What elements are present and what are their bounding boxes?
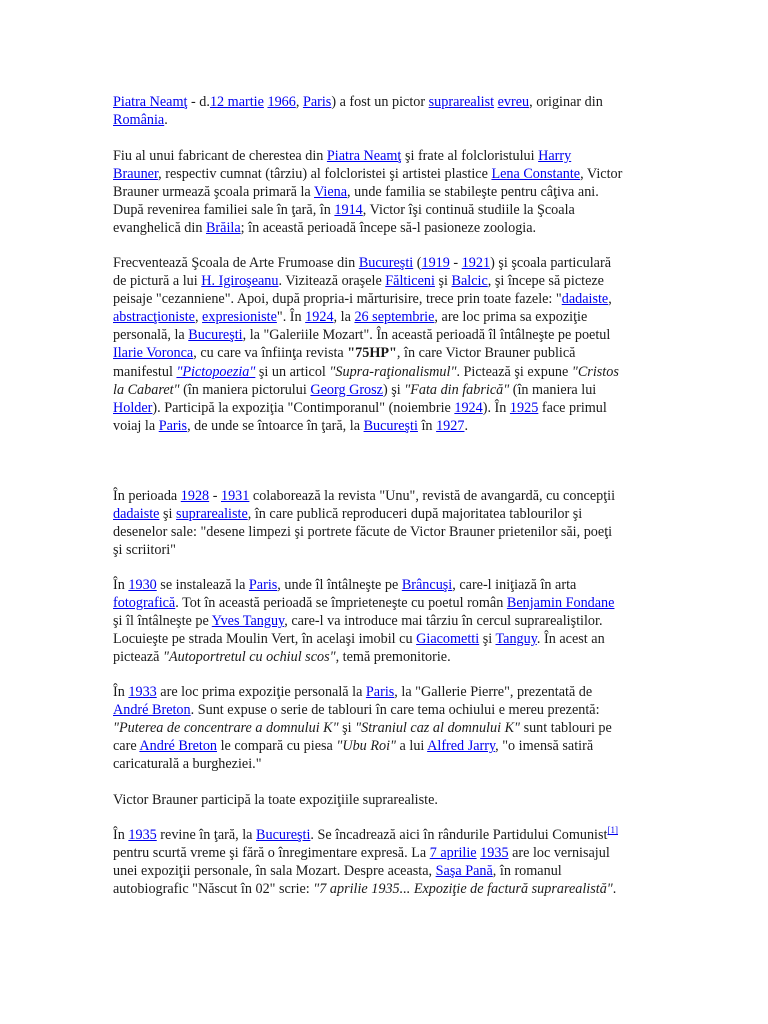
wiki-link[interactable]: Paris	[248, 577, 278, 593]
text-run: După revenirea familiei sale în ţară, în	[113, 202, 335, 219]
text-line	[113, 862, 633, 880]
wiki-link[interactable]: Tanguy	[495, 631, 537, 648]
text-run: .	[164, 112, 168, 129]
wiki-link[interactable]: Saşa Pană	[435, 863, 493, 880]
wiki-link[interactable]: 1966	[267, 94, 296, 110]
text-run: ). Participă la expoziţia "Contimporanul" (noiembrie	[152, 399, 455, 416]
text-run: -	[209, 488, 221, 504]
paragraph-bucharest-years	[113, 254, 633, 435]
text-run: are loc vernisajul	[508, 845, 610, 862]
text-run: Locuieşte pe strada Moulin Vert, în acelaşi imobil cu	[113, 631, 417, 648]
text-run: , Victor îşi continuă studiile la Şcoala	[362, 202, 575, 219]
text-run: Victor Brauner participă la toate expoziţiile suprarealiste.	[113, 792, 438, 808]
wiki-link[interactable]: 1931	[220, 488, 250, 504]
text-line	[113, 272, 633, 290]
wiki-link[interactable]: Bucureşti	[363, 417, 418, 434]
wiki-link[interactable]: Ilarie Voronca	[113, 345, 194, 362]
text-run: şi	[159, 506, 177, 523]
text-line	[113, 326, 633, 344]
wiki-link[interactable]: Bucureşti	[188, 327, 243, 344]
italic-text: "Puterea de concentrare a domnului K"	[113, 720, 339, 737]
wiki-link[interactable]: dadaiste	[561, 291, 609, 308]
text-line	[113, 648, 633, 666]
wiki-link[interactable]: André Breton	[113, 702, 191, 719]
wiki-link[interactable]: 1935	[128, 827, 157, 843]
wiki-link[interactable]: 26 septembrie	[354, 309, 435, 326]
wiki-link[interactable]: suprarealiste	[176, 506, 248, 523]
text-run: , la "Galeriile Mozart". În această perioadă îl întâlneşte pe poetul	[242, 327, 611, 344]
text-run: - d.	[187, 94, 210, 110]
text-run: în	[417, 417, 437, 434]
text-run: unei expoziţii personale, în sala Mozart. Despre aceasta,	[113, 863, 436, 880]
wiki-link[interactable]: Brauner	[113, 166, 159, 183]
text-line	[113, 219, 633, 237]
text-run: şi	[338, 720, 356, 737]
text-run: care	[113, 738, 140, 755]
text-run: ; în această perioadă începe să-l pasioneze zoologia.	[240, 220, 537, 237]
text-run: În	[113, 684, 129, 700]
wiki-link[interactable]: Balcic	[451, 273, 488, 290]
text-run: -	[449, 255, 462, 271]
wiki-link[interactable]: 1933	[128, 684, 157, 700]
wiki-link[interactable]: 1927	[436, 417, 465, 434]
italic-text: "Autoportretul cu ochiul scos"	[163, 649, 336, 666]
paragraph-paris-1930	[113, 576, 633, 666]
wiki-link[interactable]: Piatra Neamţ	[113, 94, 188, 110]
text-run: revine în ţară, la	[156, 827, 257, 843]
text-line	[113, 183, 633, 201]
text-run: , unde îl întâlneşte pe	[277, 577, 402, 593]
text-line	[113, 165, 633, 183]
text-run: evanghelică din	[113, 220, 206, 237]
text-run: . În acest an	[536, 631, 605, 648]
wiki-link[interactable]: André Breton	[139, 738, 218, 755]
text-run: , şi începe să picteze	[487, 273, 604, 290]
text-line	[113, 111, 633, 129]
text-line	[113, 612, 633, 630]
wiki-link[interactable]: Holder	[113, 399, 153, 416]
text-run: ). În	[482, 399, 510, 416]
wiki-link[interactable]: Paris	[158, 417, 188, 434]
text-line	[113, 363, 633, 381]
text-run: şi îl întâlneşte pe	[113, 613, 212, 630]
text-line	[113, 523, 633, 541]
wiki-link[interactable]: 1924	[305, 309, 334, 326]
text-run: . Se încadrează aici în rândurile Partidului Comunist	[310, 827, 608, 843]
text-line	[113, 505, 633, 523]
paragraph-surrealist-exhibitions	[113, 791, 633, 809]
wiki-link[interactable]: Paris	[302, 94, 332, 110]
italic-text: "7 aprilie 1935... Expoziţie de factură suprarealistă"	[313, 881, 613, 898]
text-run: colaborează la revista "Unu", revistă de avangardă, cu concepţii	[249, 488, 616, 504]
text-line	[113, 791, 633, 809]
text-run: . Tot în această perioadă se împrieteneşte cu poetul român	[175, 595, 507, 612]
text-run: , în care publică reproduceri după majoritatea tablourilor şi	[247, 506, 583, 523]
paragraph-exhibition-1933	[113, 683, 633, 773]
text-line	[113, 417, 633, 435]
text-run: În	[113, 827, 129, 843]
wiki-link[interactable]: "Pictopoezia"	[176, 363, 256, 380]
text-run: voiaj la	[113, 417, 159, 434]
text-line	[113, 254, 633, 272]
text-run: caricaturală a burgheziei."	[113, 756, 262, 773]
text-run: şi frate al folcloristului	[401, 148, 539, 164]
text-run: , "o imensă satiră	[495, 738, 594, 755]
text-run: , cu care va înfiinţa revista	[193, 345, 348, 362]
italic-text: "Fata din fabrică"	[404, 381, 510, 398]
wiki-link[interactable]: Harry	[538, 148, 572, 164]
text-line	[113, 93, 633, 111]
text-run: pictează	[113, 649, 164, 666]
text-run: desenelor sale: "desene limpezi şi portrete făcute de Victor Brauner prietenilor săi, poeţi	[113, 524, 613, 541]
italic-text: "Supra-raţionalismul"	[329, 363, 457, 380]
paragraph-return-1935	[113, 826, 633, 898]
text-line	[113, 290, 633, 308]
text-line	[113, 147, 633, 165]
text-run: Brauner urmează şcoala primară la	[113, 184, 315, 201]
text-run: (în maniera lui	[509, 381, 597, 398]
text-run: autobiografic "Născut în 02" scrie:	[113, 881, 314, 898]
wiki-link[interactable]: Benjamin Fondane	[506, 595, 615, 612]
text-run: ,	[295, 94, 303, 110]
text-run: .	[612, 881, 617, 898]
wiki-link[interactable]: 1921	[461, 255, 491, 271]
wiki-link[interactable]: 1925	[509, 399, 539, 416]
wiki-link[interactable]: Lena Constante	[491, 166, 581, 183]
text-run: ". În	[276, 309, 306, 326]
footnote-marker	[607, 825, 618, 835]
text-run: , la "Gallerie Pierre", prezentată de	[394, 684, 593, 700]
text-run: face primul	[538, 399, 607, 416]
text-run: ) şi	[382, 381, 405, 398]
italic-text: "Ubu Roi"	[336, 738, 396, 755]
wiki-link[interactable]: Georg Grosz	[310, 381, 383, 398]
text-run: (	[413, 255, 422, 271]
wiki-link[interactable]: abstracţioniste	[113, 309, 195, 326]
paragraph-origin	[113, 93, 633, 129]
text-run: ,	[194, 309, 203, 326]
text-run: .	[464, 417, 468, 434]
wiki-link[interactable]: Alfred Jarry	[427, 738, 496, 755]
wiki-link[interactable]: Giacometti	[416, 631, 480, 648]
text-run: personală, la	[113, 327, 189, 344]
text-run: Fiu al unui fabricant de cherestea din	[113, 148, 327, 164]
text-run: . Vizitează oraşele	[278, 273, 386, 290]
text-line	[113, 630, 633, 648]
wiki-link[interactable]: suprarealist	[428, 94, 495, 110]
text-run: , care-l va introduce mai târziu în cercul suprarealiştilor.	[284, 613, 603, 630]
wiki-link[interactable]: H. Igiroşeanu	[201, 273, 279, 290]
text-line	[113, 594, 633, 612]
wiki-link[interactable]: Brâncuşi	[401, 577, 453, 593]
text-run: , Victor	[580, 166, 623, 183]
italic-text: "Cristos	[571, 363, 619, 380]
wiki-link[interactable]: expresioniste	[202, 309, 277, 326]
text-run: de pictură a lui	[113, 273, 202, 290]
text-run: peisaje "cezanniene". Apoi, după propria-i mărturisire, trece prin toate fazele: "	[113, 291, 562, 308]
italic-text: la Cabaret"	[113, 381, 180, 398]
text-run: . Sunt expuse o serie de tablouri în care tema ochiului e mereu prezentă:	[190, 702, 600, 719]
wiki-link[interactable]: 1935	[480, 845, 509, 862]
wiki-link[interactable]: fotografică	[113, 595, 176, 612]
wiki-link[interactable]: Brăila	[205, 220, 241, 237]
wiki-link[interactable]: Viena	[314, 184, 348, 201]
text-run: şi	[434, 273, 452, 290]
text-run: pentru scurtă vreme şi fără o înregimentare expresă. La	[113, 845, 430, 862]
wiki-link[interactable]: Paris	[365, 684, 395, 700]
text-run: , în care Victor Brauner publică	[396, 345, 576, 362]
wiki-link[interactable]: Bucureşti	[256, 827, 311, 843]
wiki-link[interactable]: Fălticeni	[385, 273, 435, 290]
text-run: are loc prima expoziţie personală la	[156, 684, 366, 700]
text-line	[113, 755, 633, 773]
text-run: , de unde se întoarce în ţară, la	[187, 417, 364, 434]
text-line	[113, 826, 633, 844]
text-run: le compară cu piesa	[217, 738, 337, 755]
text-line	[113, 701, 633, 719]
text-line	[113, 683, 633, 701]
text-run: se instalează la	[156, 577, 249, 593]
paragraph-early-life	[113, 147, 633, 237]
text-run: ) a fost un pictor	[331, 94, 429, 110]
wiki-link[interactable]: evreu	[497, 94, 530, 110]
text-run: ,	[608, 291, 612, 308]
text-line	[113, 344, 633, 362]
wiki-link[interactable]: 12 martie	[209, 94, 264, 110]
text-run: , originar din	[529, 94, 603, 110]
footnote-link[interactable]: [1]	[607, 825, 618, 835]
text-run: , temă premonitorie.	[335, 649, 451, 666]
wiki-link[interactable]: 1930	[128, 577, 157, 593]
italic-text: "Straniul caz al domnului K"	[355, 720, 521, 737]
text-run: , unde familia se stabileşte pentru câţiva ani.	[347, 184, 599, 201]
text-line	[113, 381, 633, 399]
wiki-link[interactable]: Yves Tanguy	[211, 613, 285, 630]
text-run: manifestul	[113, 363, 177, 380]
text-run: (în maniera pictorului	[179, 381, 311, 398]
text-run: , la	[333, 309, 355, 326]
text-line	[113, 399, 633, 417]
text-run: a lui	[395, 738, 428, 755]
text-run: şi scriitori"	[113, 542, 176, 559]
text-line	[113, 541, 633, 559]
text-run: , respectiv cumnat (târziu) al folcloristei şi artistei plastice	[158, 166, 492, 183]
text-run: . Pictează şi expune	[456, 363, 572, 380]
text-line	[113, 844, 633, 862]
text-run: , are loc prima sa expoziţie	[434, 309, 588, 326]
text-line	[113, 719, 633, 737]
wiki-link[interactable]: 1919	[421, 255, 450, 271]
text-run: În	[113, 577, 129, 593]
text-line	[113, 487, 633, 505]
wiki-link[interactable]: 1924	[454, 399, 483, 416]
text-line	[113, 308, 633, 326]
text-run: ) şi şcoala particulară	[490, 255, 611, 271]
bold-text: "75HP"	[347, 345, 397, 362]
text-line	[113, 201, 633, 219]
wiki-link[interactable]: dadaiste	[113, 506, 160, 523]
text-run: şi	[479, 631, 496, 648]
text-run: În perioada	[113, 488, 181, 504]
paragraph-unu-magazine	[113, 487, 633, 559]
wiki-link[interactable]: 7 aprilie	[429, 845, 477, 862]
wiki-link[interactable]: România	[113, 112, 165, 129]
text-run: , care-l iniţiază în arta	[452, 577, 577, 593]
text-run: şi un articol	[255, 363, 330, 380]
text-line	[113, 576, 633, 594]
wiki-link[interactable]: 1914	[334, 202, 363, 219]
text-run: sunt tablouri pe	[520, 720, 612, 737]
text-line	[113, 737, 633, 755]
wiki-link[interactable]: Piatra Neamţ	[326, 148, 402, 164]
wiki-link[interactable]: Bucureşti	[358, 255, 414, 271]
text-line	[113, 880, 633, 898]
wiki-link[interactable]: 1928	[180, 488, 210, 504]
text-run: Frecventează Şcoala de Arte Frumoase din	[113, 255, 359, 271]
text-run: , în romanul	[492, 863, 562, 880]
